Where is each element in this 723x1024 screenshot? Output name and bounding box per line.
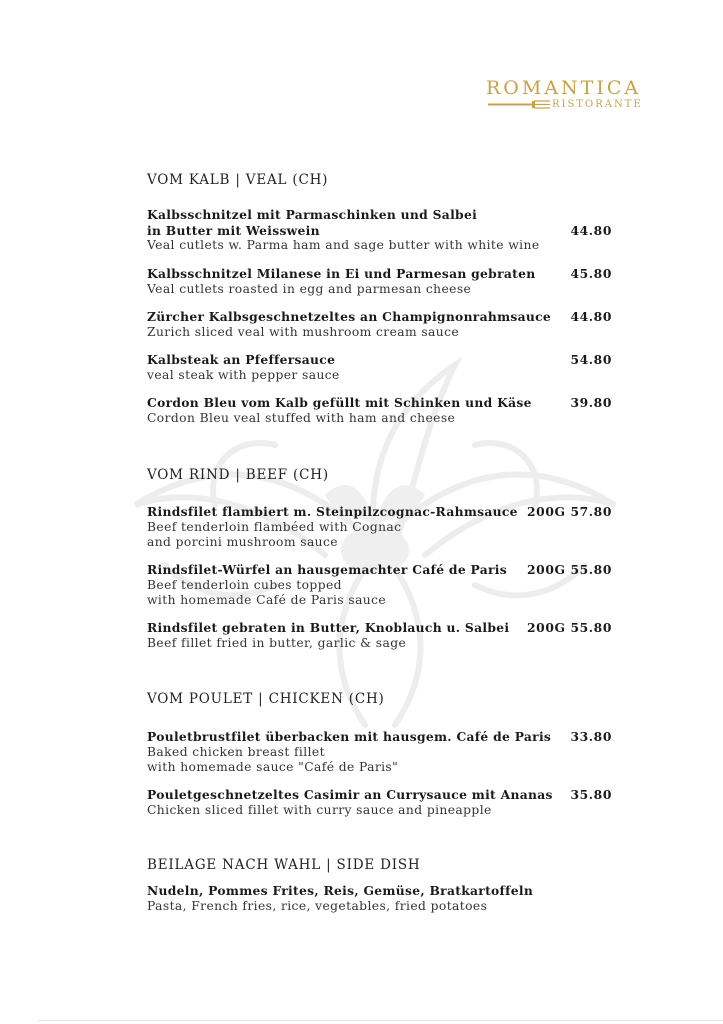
item-name: Zürcher Kalbsgeschnetzeltes an Champignonrahmsauce	[147, 309, 552, 324]
item-description: veal steak with pepper sauce	[147, 367, 340, 382]
item-price: 33.80	[570, 729, 612, 744]
item-name: Kalbsschnitzel Milanese in Ei und Parmesan gebraten	[147, 266, 536, 281]
item-description: Veal cutlets w. Parma ham and sage butter with white wine	[147, 238, 540, 252]
item-price: 45.80	[570, 266, 612, 281]
section-title-side-dish: BEILAGE NACH WAHL | SIDE DISH	[147, 857, 421, 873]
item-name: Cordon Bleu vom Kalb gefüllt mit Schinken und Käse	[147, 395, 532, 410]
section-title-beef: VOM RIND | BEEF (CH)	[147, 467, 329, 483]
item-price: 39.80	[570, 395, 612, 410]
item-name: Rindsfilet-Würfel an hausgemachter Café de Paris	[147, 562, 507, 577]
menu-item	[147, 620, 612, 651]
item-price: 54.80	[570, 352, 612, 367]
logo-title: ROMANTICA	[486, 77, 642, 99]
item-price: 44.80	[570, 222, 612, 238]
menu-item	[147, 562, 612, 609]
item-name: Rindsfilet flambiert m. Steinpilzcognac-Rahmsauce	[147, 504, 518, 519]
item-description: Pasta, French fries, rice, vegetables, fried potatoes	[147, 898, 488, 913]
item-description: Beef fillet fried in butter, garlic & sage	[147, 635, 407, 650]
item-name: Kalbsschnitzel mit Parmaschinken und Salbei in Butter mit Weisswein	[147, 207, 478, 238]
item-description: Beef tenderloin flambéed with Cognac and porcini mushroom sauce	[147, 519, 402, 549]
item-name: Kalbsteak an Pfeffersauce	[147, 352, 336, 367]
logo-subtitle: RISTORANTE	[552, 99, 643, 110]
item-price: 200G 55.80	[527, 562, 612, 577]
item-price: 200G 55.80	[527, 620, 612, 635]
item-name: Pouletgeschnetzeltes Casimir an Currysauce mit Ananas	[147, 787, 553, 802]
item-name: Pouletbrustfilet überbacken mit hausgem. Café de Paris	[147, 729, 552, 744]
item-price: 35.80	[570, 787, 612, 802]
menu-item	[147, 504, 612, 551]
item-description: Chicken sliced fillet with curry sauce and pineapple	[147, 802, 492, 817]
menu-item	[147, 266, 612, 297]
page-bottom-divider	[38, 1020, 723, 1021]
menu-item	[147, 883, 612, 914]
item-description: Beef tenderloin cubes topped with homemade Café de Paris sauce	[147, 577, 387, 607]
item-description: Zurich sliced veal with mushroom cream sauce	[147, 324, 460, 339]
menu-item	[147, 395, 612, 426]
section-title-chicken: VOM POULET | CHICKEN (CH)	[147, 691, 385, 707]
item-name: Nudeln, Pommes Frites, Reis, Gemüse, Bratkartoffeln	[147, 883, 534, 898]
menu-item	[147, 352, 612, 383]
item-price: 44.80	[570, 309, 612, 324]
menu-item	[147, 787, 612, 818]
section-title-veal: VOM KALB | VEAL (CH)	[147, 172, 329, 188]
item-description: Cordon Bleu veal stuffed with ham and cheese	[147, 410, 456, 425]
item-price: 200G 57.80	[527, 504, 612, 519]
restaurant-logo	[486, 77, 646, 117]
item-description: Baked chicken breast fillet with homemade sauce "Café de Paris"	[147, 744, 399, 774]
item-description: Veal cutlets roasted in egg and parmesan cheese	[147, 281, 472, 296]
fork-icon	[488, 100, 550, 109]
menu-item	[147, 207, 612, 254]
menu-item	[147, 309, 612, 340]
menu-item	[147, 729, 612, 776]
item-name: Rindsfilet gebraten in Butter, Knoblauch u. Salbei	[147, 620, 510, 635]
